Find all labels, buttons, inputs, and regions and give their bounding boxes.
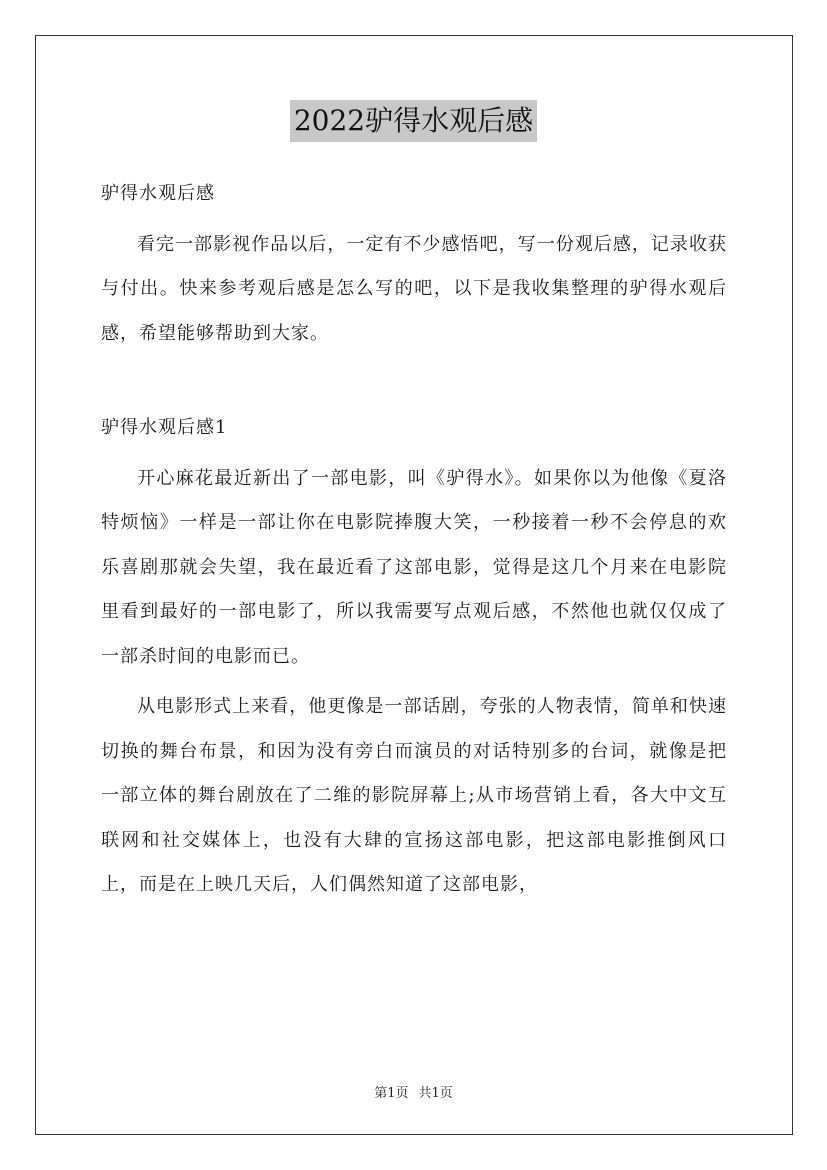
intro-paragraph: 看完一部影视作品以后，一定有不少感悟吧，写一份观后感，记录收获与付出。快来参考观后感是怎么写的吧，以下是我收集整理的驴得水观后感，希望能够帮助到大家。 [101, 233, 727, 344]
page-footer [0, 1082, 827, 1101]
page-total: 共1页 [418, 1086, 453, 1101]
section1-heading: 驴得水观后感1 [101, 417, 228, 438]
intro-heading: 驴得水观后感 [101, 183, 215, 204]
title-container [0, 100, 827, 142]
document-body [101, 172, 727, 908]
document-title: 2022驴得水观后感 [290, 100, 537, 142]
section1-paragraph-1: 开心麻花最近新出了一部电影，叫《驴得水》。如果你以为他像《夏洛特烦恼》一样是一部让你在电影院捧腹大笑，一秒接着一秒不会停息的欢乐喜剧那就会失望，我在最近看了这部电影，觉得是这几个月来在电影院里看到最好的一部电影了，所以我需要写点观后感，不然他也就仅仅成了一部杀时间的电影而已。 [101, 467, 727, 667]
page-number: 第1页 [374, 1086, 409, 1101]
section1-paragraph-2: 从电影形式上来看，他更像是一部话剧，夸张的人物表情，简单和快速切换的舞台布景，和因为没有旁白而演员的对话特别多的台词，就像是把一部立体的舞台剧放在了二维的影院屏幕上;从市场营销上看，各大中文互联网和社交媒体上，也没有大肆的宣扬这部电影，把这部电影推倒风口上，而是在上映几天后，人们偶然知道了这部电影， [101, 696, 727, 895]
